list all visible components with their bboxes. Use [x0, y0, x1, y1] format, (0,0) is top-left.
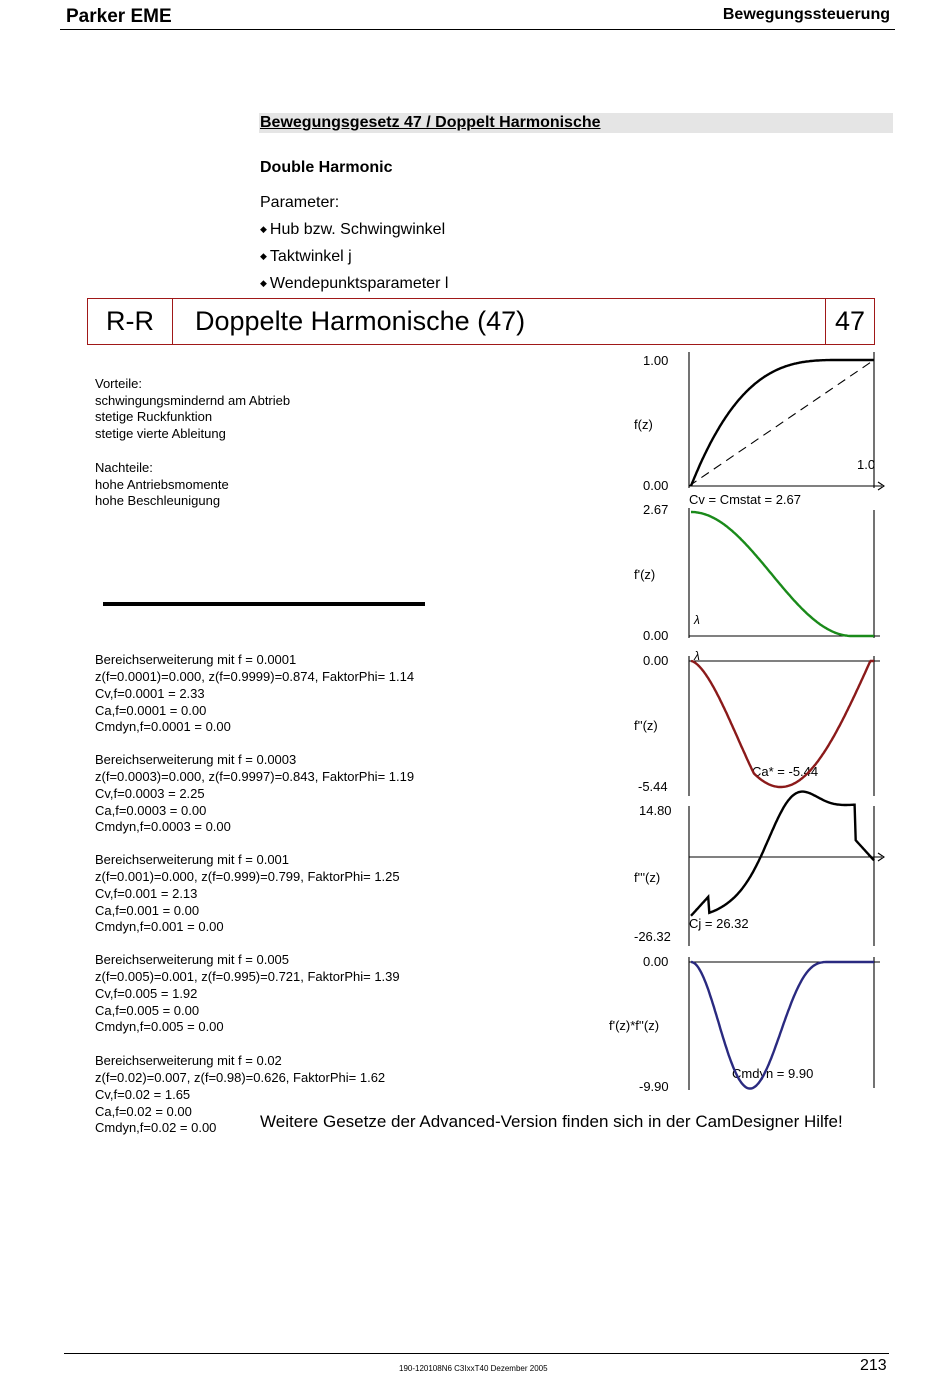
- f3-curve: [691, 792, 874, 916]
- header-brand: Parker EME: [66, 6, 172, 27]
- f3-ylabel: f'''(z): [634, 870, 661, 885]
- fm-ylabel: f'(z)*f''(z): [609, 1018, 660, 1033]
- footer-code: 190-120108N6 C3IxxT40 Dezember 2005: [399, 1364, 548, 1373]
- parameter-item: ◆ Taktwinkel j: [260, 243, 448, 270]
- f-xmax-label: 1.0: [857, 457, 876, 472]
- f-reference-line: [689, 360, 874, 486]
- advantage-item: stetige Ruckfunktion: [95, 409, 213, 425]
- page-number: 213: [860, 1357, 887, 1374]
- parameter-item: ◆ Hub bzw. Schwingwinkel: [260, 216, 448, 243]
- extension-block: Bereichserweiterung mit f = 0.02 z(f=0.02)=0.007, z(f=0.98)=0.626, FaktorPhi= 1.62 Cv,f=0.02 = 1.65 Ca,f=0.02 = 0.00 Cmdyn,f=0.02 = 0.00: [95, 1053, 386, 1136]
- f2-ymin-label: -5.44: [638, 779, 668, 794]
- f-ymin-label: 0.00: [643, 478, 669, 493]
- subtitle: Double Harmonic: [260, 159, 393, 176]
- extension-block: Bereichserweiterung mit f = 0.0001 z(f=0.0001)=0.000, z(f=0.9999)=0.874, FaktorPhi= 1.14 Cv,f=0.0001 = 2.33 Ca,f=0.0001 = 0.00 Cmdyn,f=0.0001 = 0.00: [95, 652, 415, 735]
- fm-note: Cmdyn = 9.90: [732, 1066, 814, 1081]
- advantage-item: stetige vierte Ableitung: [95, 426, 226, 442]
- extension-block: Bereichserweiterung mit f = 0.001 z(f=0.001)=0.000, z(f=0.999)=0.799, FaktorPhi= 1.25 Cv,f=0.001 = 2.13 Ca,f=0.001 = 0.00 Cmdyn,f=0.001 = 0.00: [95, 852, 400, 935]
- header-section: Bewegungssteuerung: [722, 6, 890, 23]
- extension-block: Bereichserweiterung mit f = 0.005 z(f=0.005)=0.001, z(f=0.995)=0.721, FaktorPhi= 1.39 Cv,f=0.005 = 1.92 Ca,f=0.005 = 0.00 Cmdyn,f=0.005 = 0.00: [95, 952, 400, 1035]
- f-ylabel: f(z): [634, 417, 653, 432]
- f-curve: [691, 360, 874, 486]
- f1-ymax-label: 2.67: [643, 502, 669, 517]
- advantages-heading: Vorteile:: [95, 376, 142, 391]
- parameter-heading: Parameter:: [260, 194, 340, 211]
- f1-lambda-marker: λ: [694, 613, 700, 627]
- section-title: Bewegungsgesetz 47 / Doppelt Harmonische: [260, 114, 601, 131]
- diamond-bullet-icon: ◆: [260, 278, 267, 288]
- law-type: R-R: [88, 299, 173, 344]
- f2-ymax-label: 0.00: [643, 653, 669, 668]
- f2-ylabel: f''(z): [634, 718, 658, 733]
- f1-curve: [691, 512, 874, 636]
- f2-lambda-marker: λ: [694, 649, 700, 663]
- law-number: 47: [825, 299, 874, 344]
- disadvantages-heading: Nachteile:: [95, 460, 153, 475]
- fm-ymin-label: -9.90: [639, 1079, 669, 1094]
- diamond-bullet-icon: ◆: [260, 224, 267, 234]
- fm-ymax-label: 0.00: [643, 954, 669, 969]
- diamond-bullet-icon: ◆: [260, 251, 267, 261]
- footer-rule: [64, 1353, 889, 1354]
- closing-note: Weitere Gesetze der Advanced-Version finden sich in der CamDesigner Hilfe!: [260, 1112, 843, 1131]
- f1-ylabel: f'(z): [634, 567, 656, 582]
- f-ymax-label: 1.00: [643, 353, 669, 368]
- extension-block: Bereichserweiterung mit f = 0.0003 z(f=0.0003)=0.000, z(f=0.9997)=0.843, FaktorPhi= 1.19 Cv,f=0.0003 = 2.25 Ca,f=0.0003 = 0.00 Cmdyn,f=0.0003 = 0.00: [95, 752, 415, 835]
- f3-note: Cj = 26.32: [689, 916, 749, 931]
- law-name: Doppelte Harmonische (47): [195, 306, 526, 336]
- f2-note: Ca* = -5.44: [752, 764, 819, 779]
- f3-ymax-label: 14.80: [639, 803, 672, 818]
- f3-ymin-label: -26.32: [634, 929, 671, 944]
- f-note: Cv = Cmstat = 2.67: [689, 492, 801, 507]
- advantage-item: schwingungsmindernd am Abtrieb: [95, 392, 291, 408]
- disadvantage-item: hohe Antriebsmomente: [95, 476, 229, 492]
- disadvantage-item: hohe Beschleunigung: [95, 493, 221, 509]
- f1-ymin-label: 0.00: [643, 628, 669, 643]
- parameter-item: ◆ Wendepunktsparameter l: [260, 270, 448, 297]
